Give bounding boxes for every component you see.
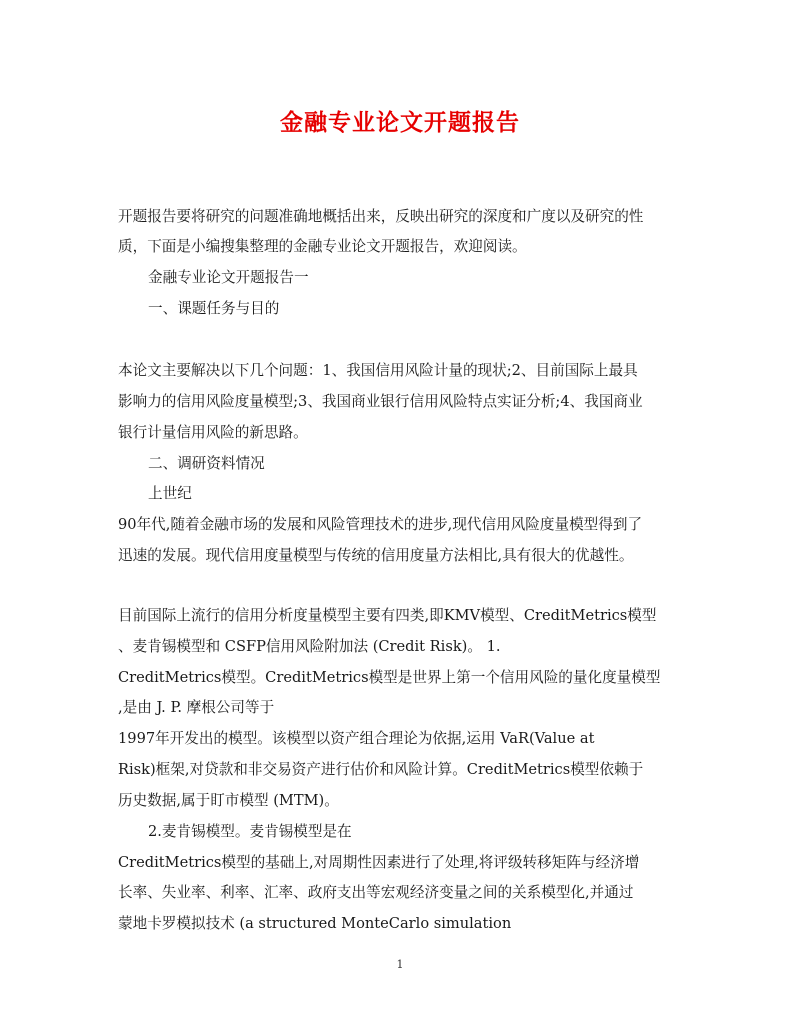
paragraph-line: 银行计量信用风险的新思路。 bbox=[118, 424, 308, 441]
paragraph-line: 开题报告要将研究的问题准确地概括出来，反映出研究的深度和广度以及研究的性 bbox=[118, 208, 644, 225]
section-heading: 二、调研资料情况 bbox=[148, 455, 265, 472]
paragraph-line: 质，下面是小编搜集整理的金融专业论文开题报告，欢迎阅读。 bbox=[118, 238, 527, 255]
paragraph-line: CreditMetrics模型的基础上,对周期性因素进行了处理,将评级转移矩阵与经济增 bbox=[118, 854, 640, 871]
paragraph-line: 历史数据,属于盯市模型 (MTM)。 bbox=[118, 792, 339, 809]
section-heading: 一、课题任务与目的 bbox=[148, 300, 280, 317]
paragraph-line: 本论文主要解决以下几个问题：1、我国信用风险计量的现状;2、目前国际上最具 bbox=[118, 362, 638, 379]
document-title: 金融专业论文开题报告 bbox=[280, 110, 520, 136]
paragraph-line: 上世纪 bbox=[148, 485, 192, 502]
paragraph-line: 迅速的发展。现代信用度量模型与传统的信用度量方法相比,具有很大的优越性。 bbox=[118, 547, 634, 564]
paragraph-line: 长率、失业率、利率、汇率、政府支出等宏观经济变量之间的关系模型化,并通过 bbox=[118, 884, 634, 901]
paragraph-line: 1997年开发出的模型。该模型以资产组合理论为依据,运用 VaR(Value at bbox=[118, 730, 595, 747]
paragraph-line: 2.麦肯锡模型。麦肯锡模型是在 bbox=[148, 823, 352, 840]
paragraph-line: Risk)框架,对贷款和非交易资产进行估价和风险计算。CreditMetrics模型依赖于 bbox=[118, 761, 644, 778]
paragraph-line: 目前国际上流行的信用分析度量模型主要有四类,即KMV模型、CreditMetrics模型 bbox=[118, 607, 657, 624]
paragraph-line: ,是由 J. P. 摩根公司等于 bbox=[118, 699, 275, 716]
paragraph-line: 90年代,随着金融市场的发展和风险管理技术的进步,现代信用风险度量模型得到了 bbox=[118, 516, 643, 533]
paragraph-line: 、麦肯锡模型和 CSFP信用风险附加法 (Credit Risk)。 1. bbox=[118, 638, 501, 655]
section-heading: 金融专业论文开题报告一 bbox=[148, 269, 309, 286]
paragraph-line: CreditMetrics模型。CreditMetrics模型是世界上第一个信用风险的量化度量模型 bbox=[118, 669, 661, 686]
page-number: 1 bbox=[396, 958, 404, 971]
paragraph-line: 蒙地卡罗模拟技术 (a structured MonteCarlo simulation bbox=[118, 915, 512, 932]
paragraph-line: 影响力的信用风险度量模型;3、我国商业银行信用风险特点实证分析;4、我国商业 bbox=[118, 393, 643, 410]
